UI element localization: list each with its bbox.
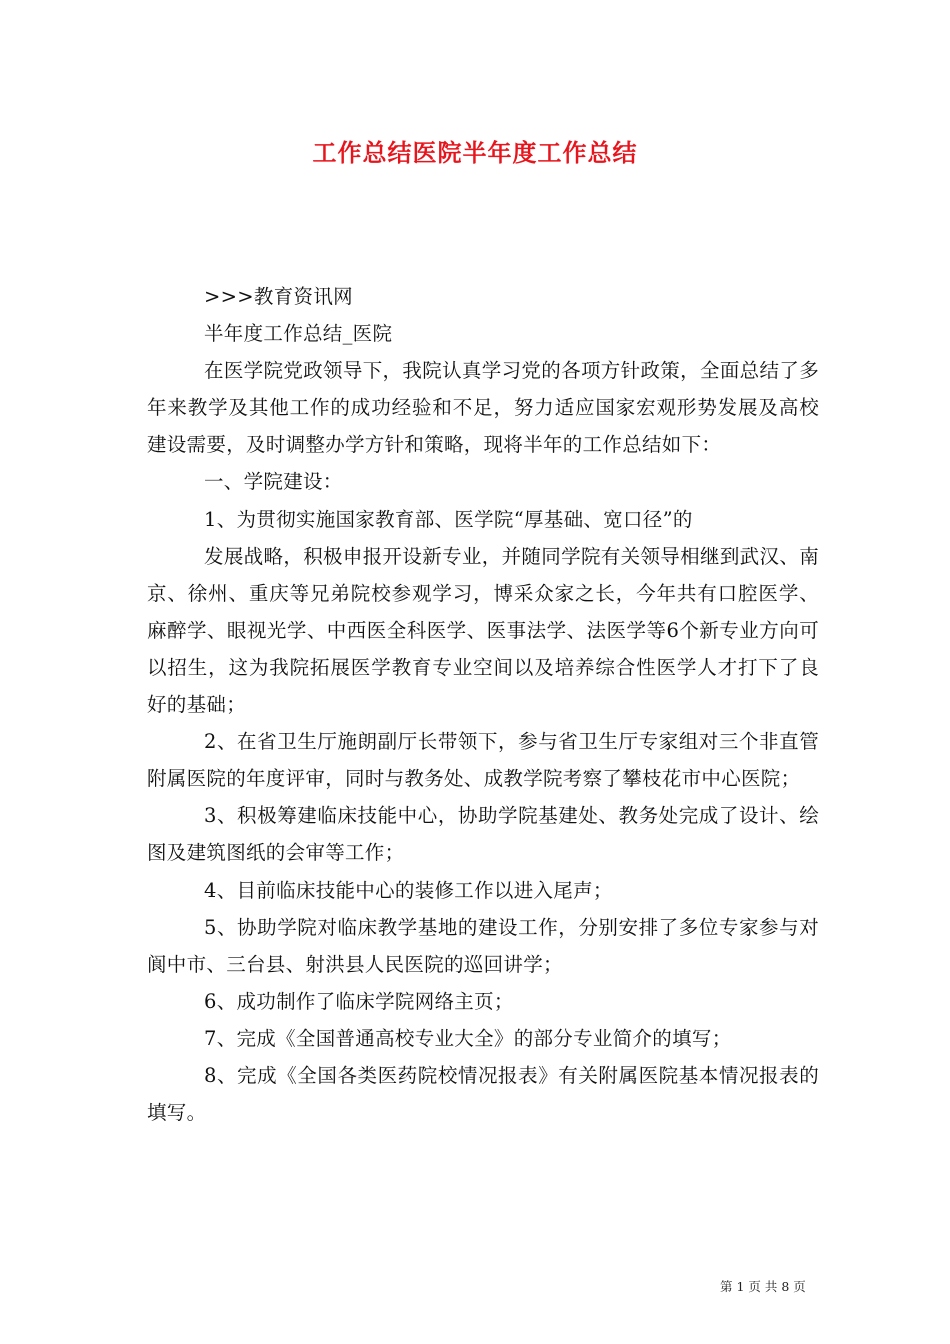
source-line: >>>教育资讯网 [204, 285, 353, 308]
section-heading: 一、学院建设： [204, 470, 343, 494]
list-item-1-continued: 发展战略，积极申报开设新专业，并随同学院有关领导相继到武汉、南京、徐州、重庆等兄弟院校参观学习，博采众家之长，今年共有口腔医学、麻醉学、眼视光学、中西医全科医学、医事法学、法医学等6个新专业方向可以招生，这为我院拓展医学教育专业空间以及培养综合性医学人才打下了良好的基础； [147, 544, 819, 717]
list-item-4: 4、目前临床技能中心的装修工作以进入尾声； [204, 878, 613, 902]
list-item-6: 6、成功制作了临床学院网络主页； [204, 989, 514, 1013]
list-item-2: 2、在省卫生厅施朗副厅长带领下，参与省卫生厅专家组对三个非直管附属医院的年度评审，同时与教务处、成教学院考察了攀枝花市中心医院； [147, 730, 819, 791]
list-item-3: 3、积极筹建临床技能中心，协助学院基建处、教务处完成了设计、绘图及建筑图纸的会审等工作； [147, 804, 819, 865]
list-item-5: 5、协助学院对临床教学基地的建设工作，分别安排了多位专家参与对阆中市、三台县、射洪县人民医院的巡回讲学； [147, 915, 819, 976]
subtitle-line: 半年度工作总结_医院 [204, 322, 393, 346]
list-item-8: 8、完成《全国各类医药院校情况报表》有关附属医院基本情况报表的填写。 [147, 1063, 819, 1125]
document-body [147, 278, 819, 1131]
document-title: 工作总结医院半年度工作总结 [312, 138, 638, 167]
list-item-1: 1、为贯彻实施国家教育部、医学院“厚基础、宽口径”的 [204, 507, 693, 531]
intro-paragraph: 在医学院党政领导下，我院认真学习党的各项方针政策，全面总结了多年来教学及其他工作的成功经验和不足，努力适应国家宏观形势发展及高校建设需要，及时调整办学方针和策略，现将半年的工作总结如下： [147, 359, 819, 457]
page-number: 第 1 页 共 8 页 [720, 1279, 806, 1294]
list-item-7: 7、完成《全国普通高校专业大全》的部分专业简介的填写； [204, 1026, 732, 1050]
